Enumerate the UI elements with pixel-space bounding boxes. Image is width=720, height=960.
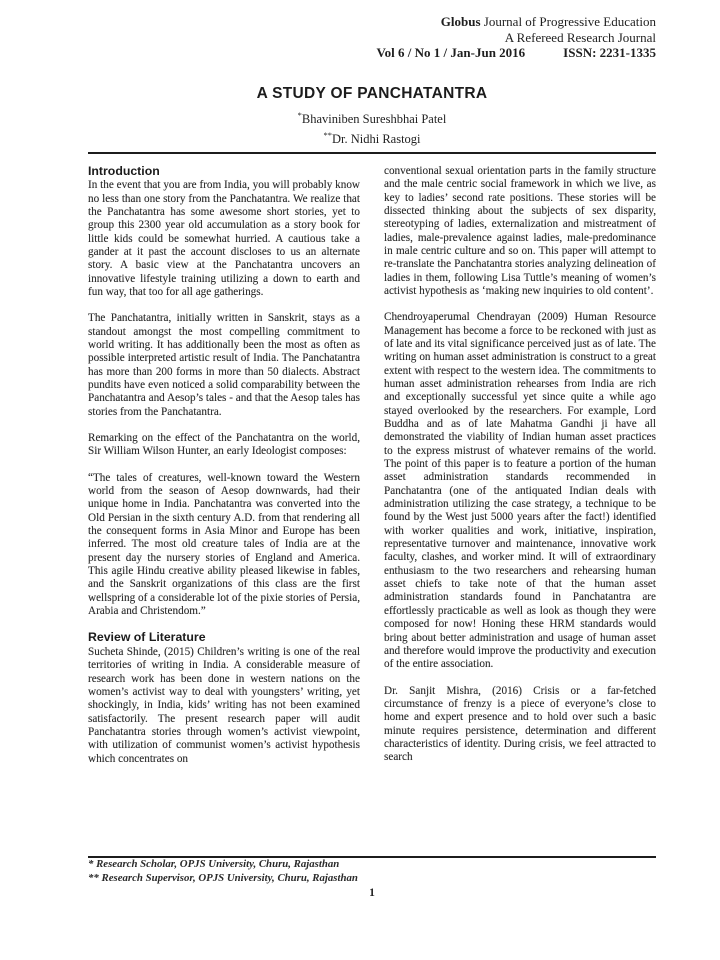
author-2-name: Dr. Nidhi Rastogi <box>331 131 421 146</box>
author-1-marker: * <box>297 109 302 120</box>
journal-name-line <box>88 14 656 30</box>
journal-subtitle: A Refereed Research Journal <box>504 29 656 45</box>
paragraph-intro-3: Remarking on the effect of the Panchatantra on the world, Sir William Wilson Hunter, an early Ideologist composes: <box>88 432 360 458</box>
page-title: A STUDY OF PANCHATANTRA <box>256 84 488 102</box>
page-footer <box>88 856 656 899</box>
journal-name-rest: Journal of Progressive Education <box>480 14 656 29</box>
paragraph-review-1: Sucheta Shinde, (2015) Children’s writing is one of the real territories of writing in India. A considerable measure of research work has been done in western nations on the women’s activist way to deal with youngsters’ writing, yet shockingly, in India, kids’ writing has not been examined satisfactorily. The present research paper will audit Panchatantra stories through women’s activist viewpoint, with utilization of communist women’s activist hypothesis which concentrates on <box>88 645 360 765</box>
author-2-marker: ** <box>323 129 332 140</box>
paragraph-intro-2: The Panchatantra, initially written in Sanskrit, stays as a standout amongst the most compelling commitment to world writing. It has additionally been the most as often as possible interpreted artistic result of India. The Panchatantra has more than 200 forms in more than 50 dialects. Abstract pundits have even noticed a solid comparability between the Panchatantra and Aesop’s tales - and that the Aesop tales has stories from the Panchatantra. <box>88 312 360 418</box>
author-2 <box>88 127 656 147</box>
paragraph-right-3: Dr. Sanjit Mishra, (2016) Crisis or a far-fetched circumstance of frenzy is a piece of everyone’s close to home and expert presence and to hold over such a basic minute requires persistence, determination and different characteristics of identity. During crisis, we feel attracted to search <box>384 684 656 764</box>
journal-header <box>88 14 656 61</box>
paragraph-intro-1: In the event that you are from India, you will probably know no less than one story from the Panchatantra. We realize that the Panchatantra has some awesome short stories, yet to group this 2300 year old accumulation as a story book for little kids could be somewhat hurried. A cautious take a gander at it past the account discloses to us an alternate story. A basic view at the Panchatantra uncovers an innovative lifestyle training utilizing a down to earth and fun way, that too for all age gatherings. <box>88 179 360 298</box>
footnote-research-supervisor: ** Research Supervisor, OPJS University, Churu, Rajasthan <box>88 871 358 884</box>
section-heading-introduction: Introduction <box>88 164 160 178</box>
article-body <box>88 165 656 865</box>
journal-issue-line <box>88 45 656 61</box>
header-divider <box>88 152 656 154</box>
paragraph-right-2: Chendroyaperumal Chendrayan (2009) Human Resource Management has become a force to be reckoned with just as of late and its vital significance perceived just as of late. The writing on human asset administration is construct to a great extent with respect to the western idea. The commitments to human asset administration rehearses from India are rich and exceptionally successful yet since quite a while ago stayed overlooked by the researchers. For example, Lord Buddha and as of late Mahatma Gandhi ji have all demonstrated the viability of Indian human asset practices to the express mistrust of whatever remains of the world. The point of this paper is to feature a portion of the human asset administration standards recommended in Panchatantra (one of the antiquated Indian deals with administration utilizing the case strategy, a technique to be found by the West just 5000 years after the fact!) identified with worker qualities and work, initiative, inspiration, representative turnover and maintenance, innovative work faculty, clashes, and worker mind. It will of extraordinary enthusiasm to the two researchers and rehearsing human asset chiefs to take note of that the human asset administration standards found in Panchatantra are effortlessly practicable as well as look as though they were composed for now! Honing these HRM standards would bring about better administration and usage of human asset and therefore would improve the productivity and execution of the entire association. <box>384 311 656 671</box>
block-quote: “The tales of creatures, well-known toward the Western world from the season of Aesop downwards, had their unique home in India. Panchatantra was converted into the Old Persian in the sixth century A.D. from that rendering all the consequent forms in Asia Minor and Europe has been inferred. The most old creature tales of India are at the present day the nursery stories of England and America. This agile Hindu creative ability pleased likewise in fables, and the Sanskrit organizations of this class are the first wellspring of a considerable lot of the pixie stories of Persia, Arabia and Christendom.” <box>88 471 360 618</box>
journal-name-bold: Globus <box>440 14 481 29</box>
section-heading-review: Review of Literature <box>88 630 206 645</box>
footnote-research-scholar: * Research Scholar, OPJS University, Churu, Rajasthan <box>88 858 340 870</box>
author-1 <box>88 107 656 127</box>
page-content <box>88 14 656 865</box>
journal-issn: ISSN: 2231-1335 <box>563 45 656 60</box>
paragraph-right-1: conventional sexual orientation parts in the family structure and the male centric social framework in which we live, as key to ladies’ second rate positions. These stories will be dissected thinking about the subjects of sex disparity, stereotyping of ladies, externalization and mistreatment of ladies, male-prevalence against ladies, male-predominance in male centric culture and so on. This paper will attempt to re-translate the Panchatantra stories analyzing delineation of ladies in them, following Lisa Tuttle’s meaning of women’s activist hypothesis as ‘making new inquiries to old content’. <box>384 164 656 297</box>
page-number: 1 <box>369 886 375 899</box>
right-column <box>384 165 656 865</box>
left-column <box>88 165 360 865</box>
journal-volume: Vol 6 / No 1 / Jan-Jun 2016 <box>376 45 526 60</box>
author-1-name: Bhaviniben Sureshbhai Patel <box>301 111 447 126</box>
